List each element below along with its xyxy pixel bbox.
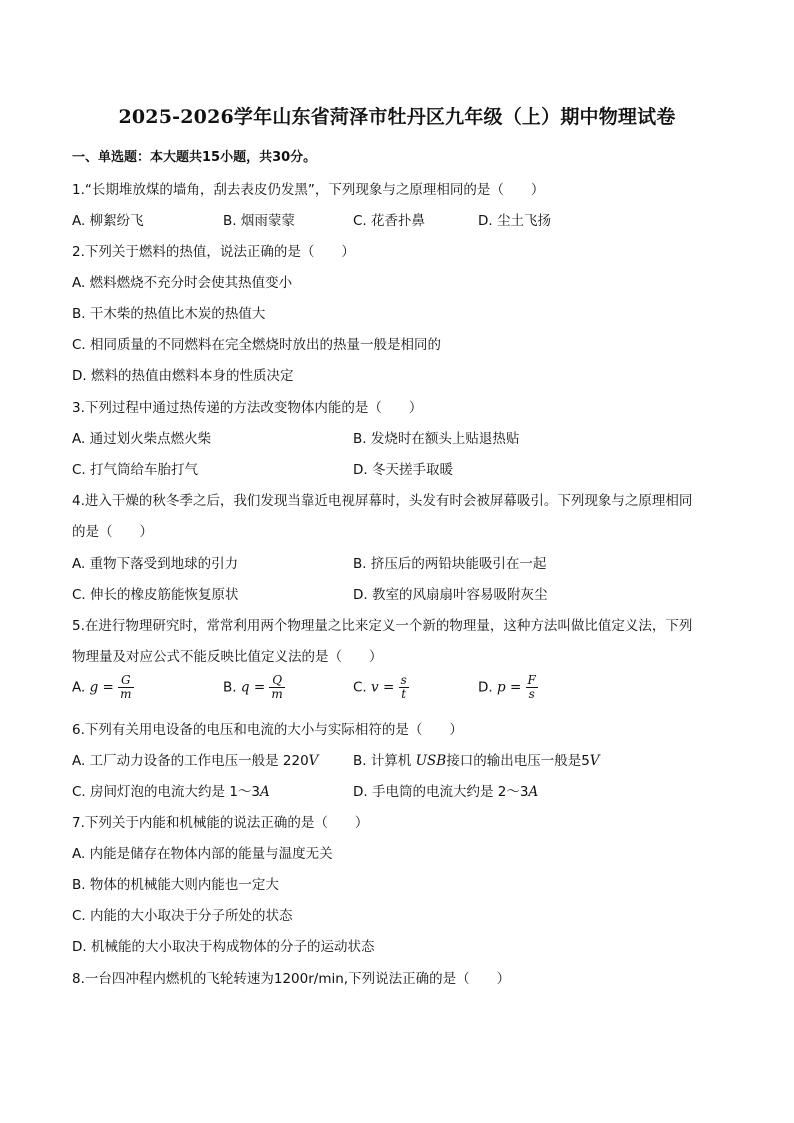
q3-option-c: C. 打气筒给车胎打气 — [72, 462, 199, 478]
q4-option-a: A. 重物下落受到地球的引力 — [72, 556, 239, 572]
page-title: 2025-2026学年山东省菏泽市牡丹区九年级（上）期中物理试卷 — [118, 106, 676, 128]
q7-option-a: A. 内能是储存在物体内部的能量与温度无关 — [72, 846, 333, 862]
q5-b-fraction: $\frac{Q}{m}$ — [271, 673, 283, 701]
q2-option-c: C. 相同质量的不同燃料在完全燃烧时放出的热量一般是相同的 — [72, 337, 442, 353]
q5-b-lhs: q — [240, 679, 250, 696]
q2-option-a: A. 燃料燃烧不充分时会使其热值变小 — [72, 275, 293, 291]
question-4-options-row1 — [72, 552, 732, 572]
question-5-stem-line2: 物理量及对应公式不能反映比值定义法的是（ ） — [72, 649, 383, 665]
question-1-stem: 1.“长期堆放煤的墙角，刮去表皮仍发黑”，下列现象与之原理相同的是（ ） — [72, 182, 545, 198]
q5-d-fraction: $\frac{F}{s}$ — [527, 673, 536, 701]
q3-option-b: B. 发烧时在额头上贴退热贴 — [353, 431, 520, 447]
question-6-stem: 6.下列有关用电设备的电压和电流的大小与实际相符的是（ ） — [72, 722, 463, 738]
q5-d-lhs: p — [496, 679, 506, 696]
question-8-stem: 8.一台四冲程内燃机的飞轮转速为1200r/min,下列说法正确的是（ ） — [72, 971, 511, 987]
q6-option-c: C. 房间灯泡的电流大约是 1～3A — [72, 784, 270, 800]
q4-option-d: D. 教室的风扇扇叶容易吸附灰尘 — [353, 587, 548, 603]
q5-c-fraction: $\frac{s}{t}$ — [400, 673, 407, 701]
section-heading: 一、单选题：本大题共15小题，共30分。 — [72, 150, 317, 165]
q5-c-lhs: v — [371, 679, 379, 696]
q5-option-d: D. p = $\frac{F}{s}$ — [478, 673, 536, 701]
q3-option-a: A. 通过划火柴点燃火柴 — [72, 431, 212, 447]
question-3-options-row2 — [72, 458, 732, 478]
q1-option-b: B. 烟雨蒙蒙 — [223, 213, 295, 229]
q4-option-c: C. 伸长的橡皮筋能恢复原状 — [72, 587, 239, 603]
q5-a-lhs: g — [89, 679, 99, 696]
q1-option-a: A. 柳絮纷飞 — [72, 213, 144, 229]
question-6-options-row1 — [72, 749, 732, 769]
question-5-stem-line1: 5.在进行物理研究时，常常利用两个物理量之比来定义一个新的物理量，这种方法叫做比值定义法，下列 — [72, 618, 693, 634]
q2-option-d: D. 燃料的热值由燃料本身的性质决定 — [72, 368, 294, 384]
q7-option-d: D. 机械能的大小取决于构成物体的分子的运动状态 — [72, 939, 375, 955]
question-3-stem: 3.下列过程中通过热传递的方法改变物体内能的是（ ） — [72, 400, 423, 416]
question-1-options — [72, 209, 732, 229]
question-4-options-row2 — [72, 583, 732, 603]
q6-option-a: A. 工厂动力设备的工作电压一般是 220V — [72, 753, 319, 769]
q5-option-a: A. g = $\frac{G}{m}$ — [72, 673, 132, 701]
q7-option-b: B. 物体的机械能大则内能也一定大 — [72, 877, 279, 893]
q2-option-b: B. 干木柴的热值比木炭的热值大 — [72, 306, 266, 322]
question-6-options-row2 — [72, 780, 732, 800]
q5-option-b: B. q = $\frac{Q}{m}$ — [223, 673, 283, 701]
question-4-stem-line2: 的是（ ） — [72, 524, 153, 540]
question-7-stem: 7.下列关于内能和机械能的说法正确的是（ ） — [72, 815, 369, 831]
q6-option-d: D. 手电筒的电流大约是 2～3A — [353, 784, 539, 800]
question-4-stem-line1: 4.进入干燥的秋冬季之后，我们发现当靠近电视屏幕时，头发有时会被屏幕吸引。下列现象与之原理相同 — [72, 493, 693, 509]
q1-option-d: D. 尘土飞扬 — [478, 213, 551, 229]
q3-option-d: D. 冬天搓手取暖 — [353, 462, 453, 478]
q5-a-fraction: $\frac{G}{m}$ — [120, 673, 132, 701]
q6-option-b: B. 计算机 USB接口的输出电压一般是5V — [353, 753, 600, 769]
q4-option-b: B. 挤压后的两铅块能吸引在一起 — [353, 556, 547, 572]
question-2-stem: 2.下列关于燃料的热值，说法正确的是（ ） — [72, 244, 355, 260]
q7-option-c: C. 内能的大小取决于分子所处的状态 — [72, 908, 293, 924]
q1-option-c: C. 花香扑鼻 — [353, 213, 426, 229]
question-5-options — [72, 674, 732, 706]
question-3-options-row1 — [72, 427, 732, 447]
q5-option-c: C. v = $\frac{s}{t}$ — [353, 673, 407, 701]
